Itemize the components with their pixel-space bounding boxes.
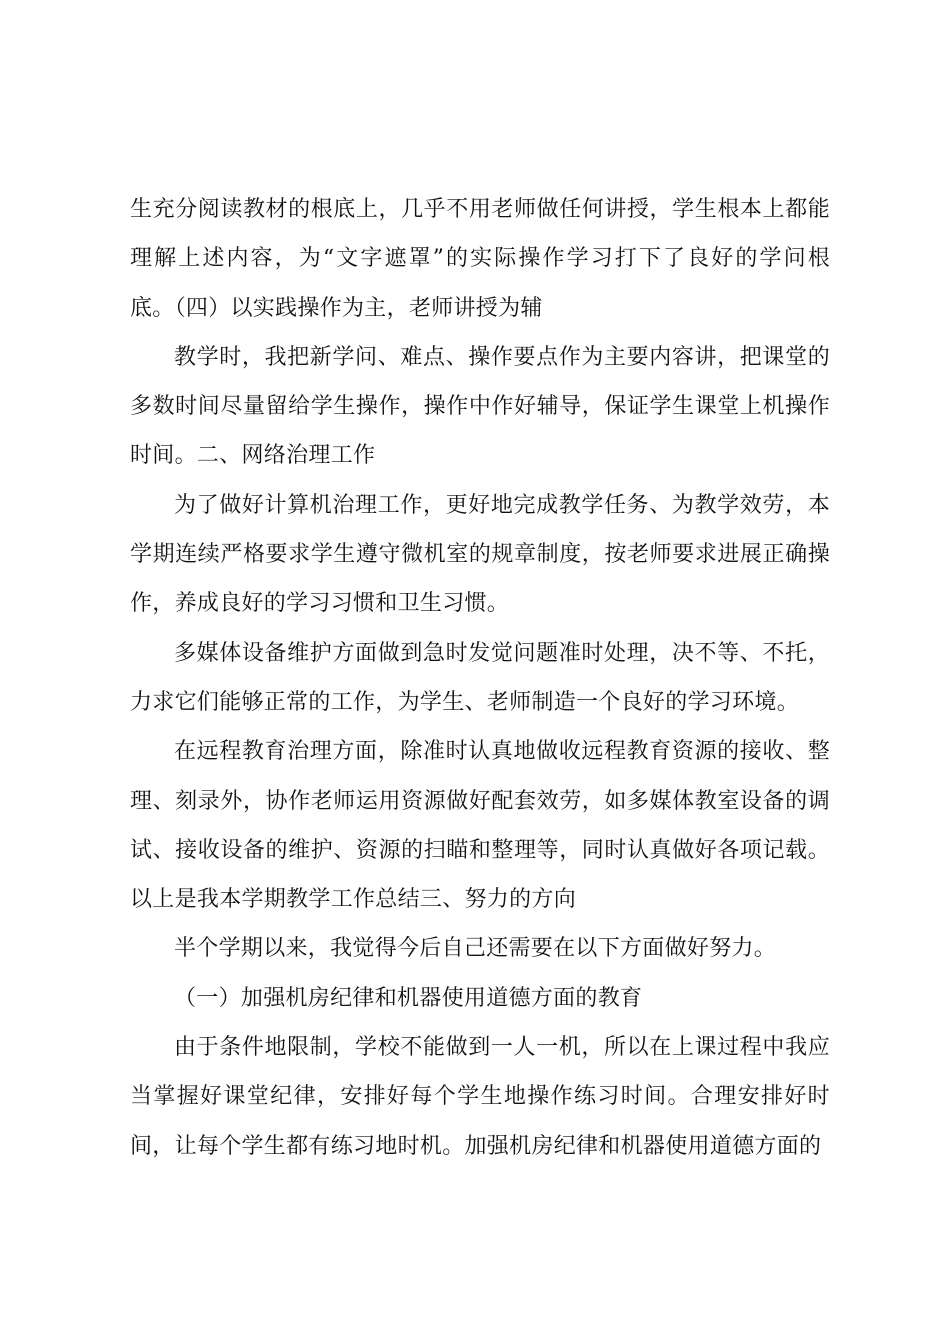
paragraph	[130, 481, 830, 629]
paragraph	[130, 185, 830, 333]
text-line: 学期连续严格要求学生遵守微机室的规章制度，按老师要求进展正确操	[130, 542, 830, 568]
document-body	[130, 185, 830, 1171]
text-line: （一）加强机房纪律和机器使用道德方面的教育	[174, 985, 643, 1011]
text-line: 试、接收设备的维护、资源的扫瞄和整理等，同时认真做好各项记载。	[130, 837, 830, 863]
text-line: 为了做好计算机治理工作，更好地完成教学任务、为教学效劳，本	[174, 492, 830, 518]
text-line: 在远程教育治理方面，除准时认真地做收远程教育资源的接收、整	[174, 739, 830, 765]
text-line: 间，让每个学生都有练习地时机。加强机房纪律和机器使用道德方面的	[130, 1133, 822, 1159]
text-line: 多媒体设备维护方面做到急时发觉问题准时处理，决不等、不托，	[174, 640, 830, 666]
text-line: 力求它们能够正常的工作，为学生、老师制造一个良好的学习环境。	[130, 689, 800, 715]
text-line: 由于条件地限制，学校不能做到一人一机，所以在上课过程中我应	[174, 1035, 830, 1061]
paragraph	[130, 924, 830, 973]
paragraph	[130, 1023, 830, 1171]
text-line: 作，养成良好的学习习惯和卫生习惯。	[130, 591, 510, 617]
text-line: 半个学期以来，我觉得今后自己还需要在以下方面做好努力。	[174, 936, 777, 962]
text-line: 底。（四）以实践操作为主，老师讲授为辅	[130, 295, 543, 321]
text-line: 时间。二、网络治理工作	[130, 443, 376, 469]
text-line: 理解上述内容，为“文字遮罩”的实际操作学习打下了良好的学问根	[130, 246, 830, 272]
text-line: 生充分阅读教材的根底上，几乎不用老师做任何讲授，学生根本上都能	[130, 197, 830, 222]
paragraph	[130, 629, 830, 728]
paragraph	[130, 727, 830, 924]
text-line: 理、刻录外，协作老师运用资源做好配套效劳，如多媒体教室设备的调	[130, 788, 830, 814]
paragraph	[130, 333, 830, 481]
paragraph	[130, 974, 830, 1023]
text-line: 多数时间尽量留给学生操作，操作中作好辅导，保证学生课堂上机操作	[130, 394, 830, 420]
text-line: 当掌握好课堂纪律，安排好每个学生地操作练习时间。合理安排好时	[130, 1084, 830, 1110]
text-line: 以上是我本学期教学工作总结三、努力的方向	[130, 887, 577, 913]
text-line: 教学时，我把新学问、难点、操作要点作为主要内容讲，把课堂的	[174, 344, 830, 370]
